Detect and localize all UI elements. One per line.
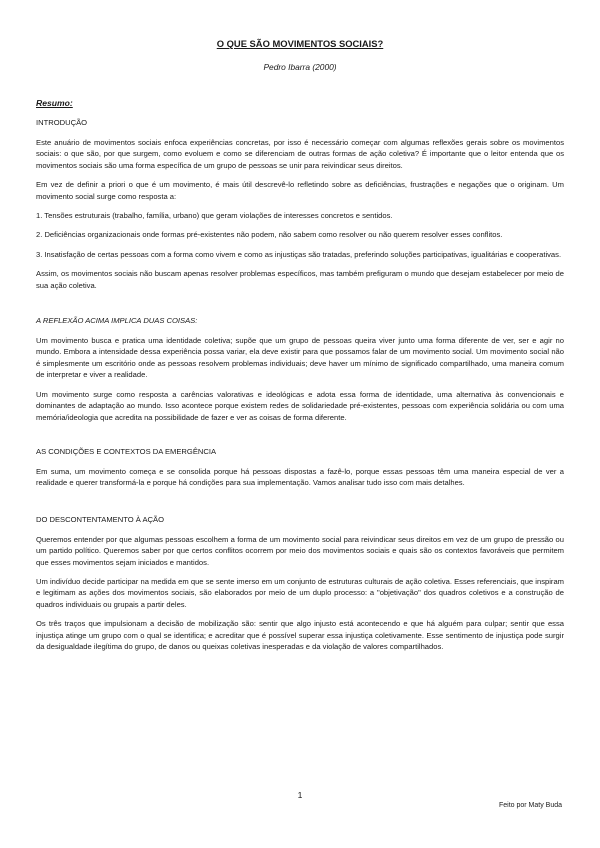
paragraph: Em suma, um movimento começa e se consolida porque há pessoas dispostas a fazê-lo, porque essas pessoas têm uma maneira especial de ver a realidade e querer transformá-la e porque há condições para sua implementação. Vamos analisar tudo isso com mais detalhes. (36, 466, 564, 488)
document-body (36, 38, 564, 652)
paragraph: Um movimento busca e pratica uma identidade coletiva; supõe que um grupo de pessoas queira viver junto uma forma diferente de ver, ser e agir no mundo. Embora a intensidade dessa experiência possa variar, ela deve existir para que possamos falar de um movimento social. Um movimento social não é simplesmente um escritório onde as pessoas resolvem problemas individuais; deve haver um mínimo de significado compartilhado, uma maneira comum de interpretar e viver a realidade. (36, 336, 564, 380)
paragraph: Em vez de definir a priori o que é um movimento, é mais útil descrevê-lo refletindo sobre as deficiências, frustrações e negações que o originam. Um movimento social surge como resposta a: (36, 180, 564, 201)
footer-credit: Feito por Maty Buda (498, 802, 562, 809)
document-title: O QUE SÃO MOVIMENTOS SOCIAIS? (216, 38, 384, 49)
section-heading: AS CONDIÇÕES E CONTEXTOS DA EMERGÊNCIA (36, 446, 217, 456)
paragraph: Queremos entender por que algumas pessoas escolhem a forma de um movimento social para reivindicar seus direitos em vez de um grupo de pressão ou um partido político. Queremos saber por que certos conflitos ocorrem por meio dos movimentos sociais e quais são os contextos favoráveis que permitem que esses movimentos sejam iniciados e mantidos. (36, 534, 564, 567)
list-item: 1. Tensões estruturais (trabalho, família, urbano) que geram violações de interesses concretos e sentidos. (36, 211, 393, 221)
paragraph: Assim, os movimentos sociais não buscam apenas resolver problemas específicos, mas também prefiguram o mundo que desejam estabelecer por meio de sua ação coletiva. (36, 269, 564, 290)
page-number: 1 (297, 790, 303, 800)
resumo-label: Resumo: (36, 98, 73, 108)
section-introducao (36, 117, 564, 291)
section-descontentamento (36, 514, 564, 653)
section-heading: DO DESCONTENTAMENTO À AÇÃO (36, 514, 164, 524)
section-condicoes (36, 446, 564, 489)
section-heading: INTRODUÇÃO (36, 118, 88, 127)
paragraph: Um indivíduo decide participar na medida em que se sente imerso em um conjunto de estruturas culturais de ação coletiva. Esses referenciais, que inspiram e legitimam as ações dos movimentos sociais, são elaborados por meio de um duplo processo: a "objetivação" dos quadros coletivos e a construção de quadros individuais ou grupais a partir deles. (36, 576, 564, 609)
paragraph: Os três traços que impulsionam a decisão de mobilização são: sentir que algo injusto está acontecendo e que há alguém para culpar; sentir que essa injustiça atinge um grupo com o qual se identifica; e acreditar que é possível superar essa injustiça coletivamente. Esse sentimento de injustiça pode surgir da desigualdade ilegítima do grupo, de danos ou queixas coletivas inesperadas e da violação de valores compartilhados. (36, 619, 564, 651)
list-item: 2. Deficiências organizacionais onde formas pré-existentes não podem, não sabem como resolver ou não querem resolver esses conflitos. (36, 230, 503, 240)
paragraph: Este anuário de movimentos sociais enfoca experiências concretas, por isso é necessário começar com algumas reflexões gerais sobre os movimentos sociais: o que são, por que surgem, como evoluem e como se diferenciam de outras formas de ação coletiva? É importante que o leitor entenda que os movimentos sociais são uma forma específica de um grupo de pessoas se unir para reivindicar seus direitos. (36, 138, 564, 170)
list-item: 3. Insatisfação de certas pessoas com a forma como vivem e como as injustiças são tratadas, preferindo soluções participativas, igualitárias e cooperativas. (36, 249, 562, 259)
section-reflexao (36, 315, 564, 423)
section-heading: A REFLEXÃO ACIMA IMPLICA DUAS COISAS: (36, 316, 198, 326)
paragraph: Um movimento surge como resposta a carências valorativas e ideológicas e adota essa forma de identidade, uma alternativa às convencionais e dominantes de adaptação ao mundo. Isso acontece porque existem redes de solidariedade pré-existentes, pessoas com experiência solidária ou com uma memória/ideologia que acredita na possibilidade de fazer e ver as coisas de forma diferente. (36, 389, 564, 422)
document-author: Pedro Ibarra (2000) (263, 62, 337, 72)
